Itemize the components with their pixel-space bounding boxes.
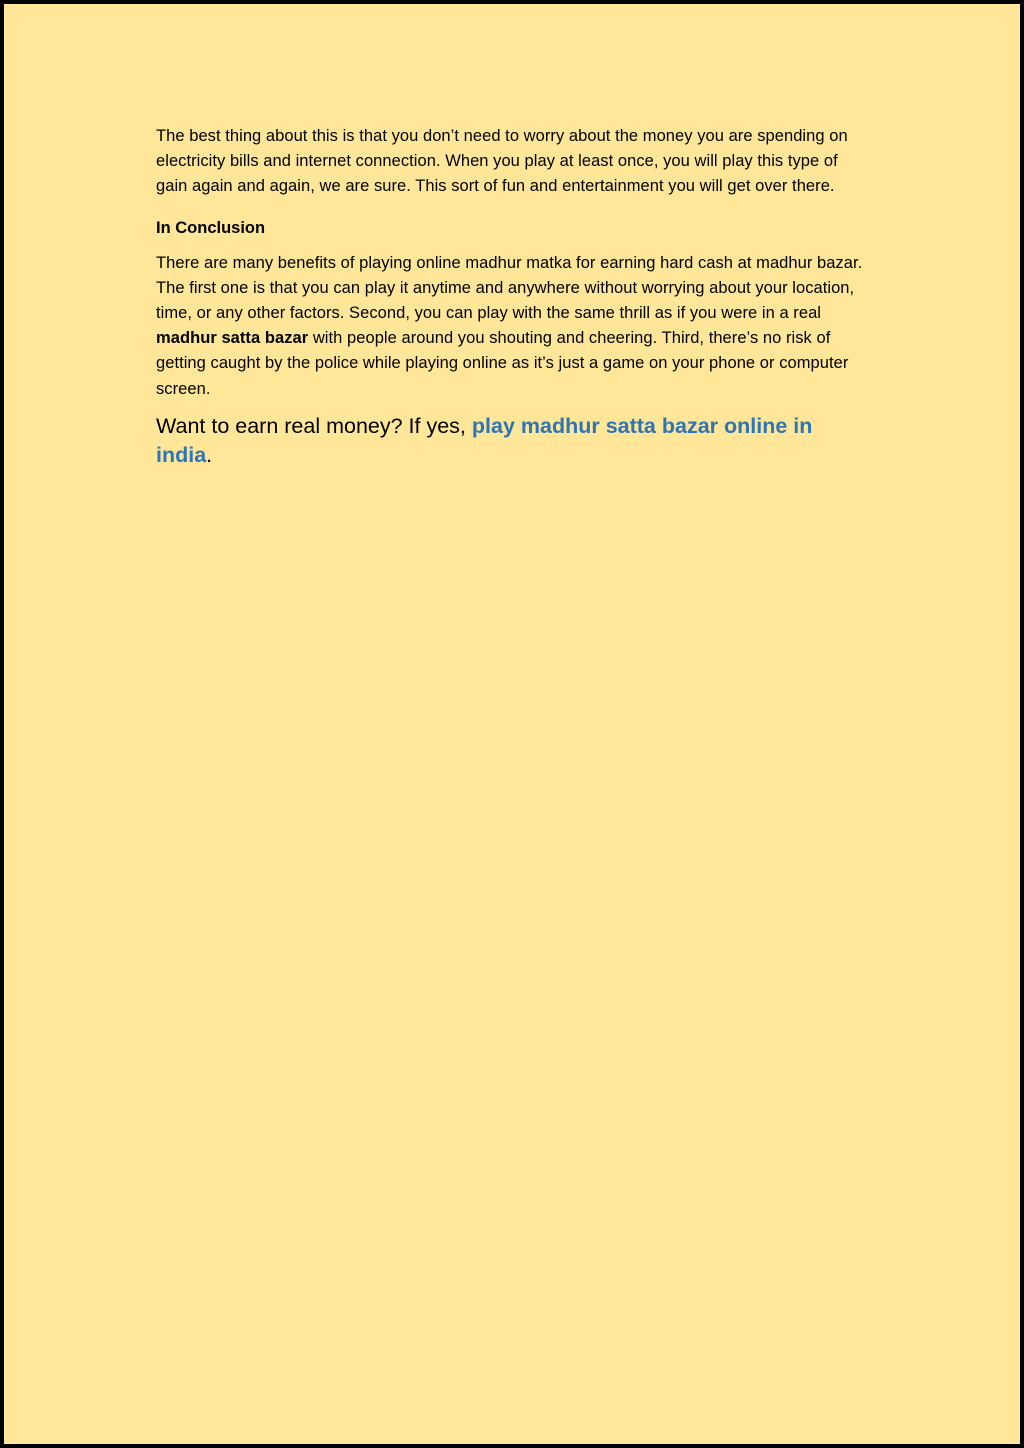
call-to-action [156, 412, 872, 470]
conclusion-heading: In Conclusion [156, 218, 266, 237]
conclusion-text-end: with people around you shouting and cheering. Third, there’s no risk of getting caught by the police while playing online as it’s just a game on your phone or computer screen. [156, 329, 849, 398]
conclusion-paragraph [156, 251, 872, 402]
conclusion-bold-keyword: madhur satta bazar [156, 329, 309, 348]
cta-prefix: Want to earn real money? If yes, [156, 413, 472, 438]
intro-paragraph: The best thing about this is that you don’t need to worry about the money you are spending on electricity bills and internet connection. When you play at least once, you will play this type of gain again and again, we are sure. This sort of fun and entertainment you will get over there. [156, 127, 848, 196]
conclusion-text-start: There are many benefits of playing online madhur matka for earning hard cash at madhur bazar. The first one is that you can play it anytime and anywhere without worrying about your location, time, or any other factors. Second, you can play with the same thrill as if you were in a real [156, 253, 863, 323]
document-content [156, 124, 872, 470]
cta-link[interactable]: play madhur satta bazar online in india [156, 413, 813, 467]
cta-suffix: . [206, 442, 213, 467]
